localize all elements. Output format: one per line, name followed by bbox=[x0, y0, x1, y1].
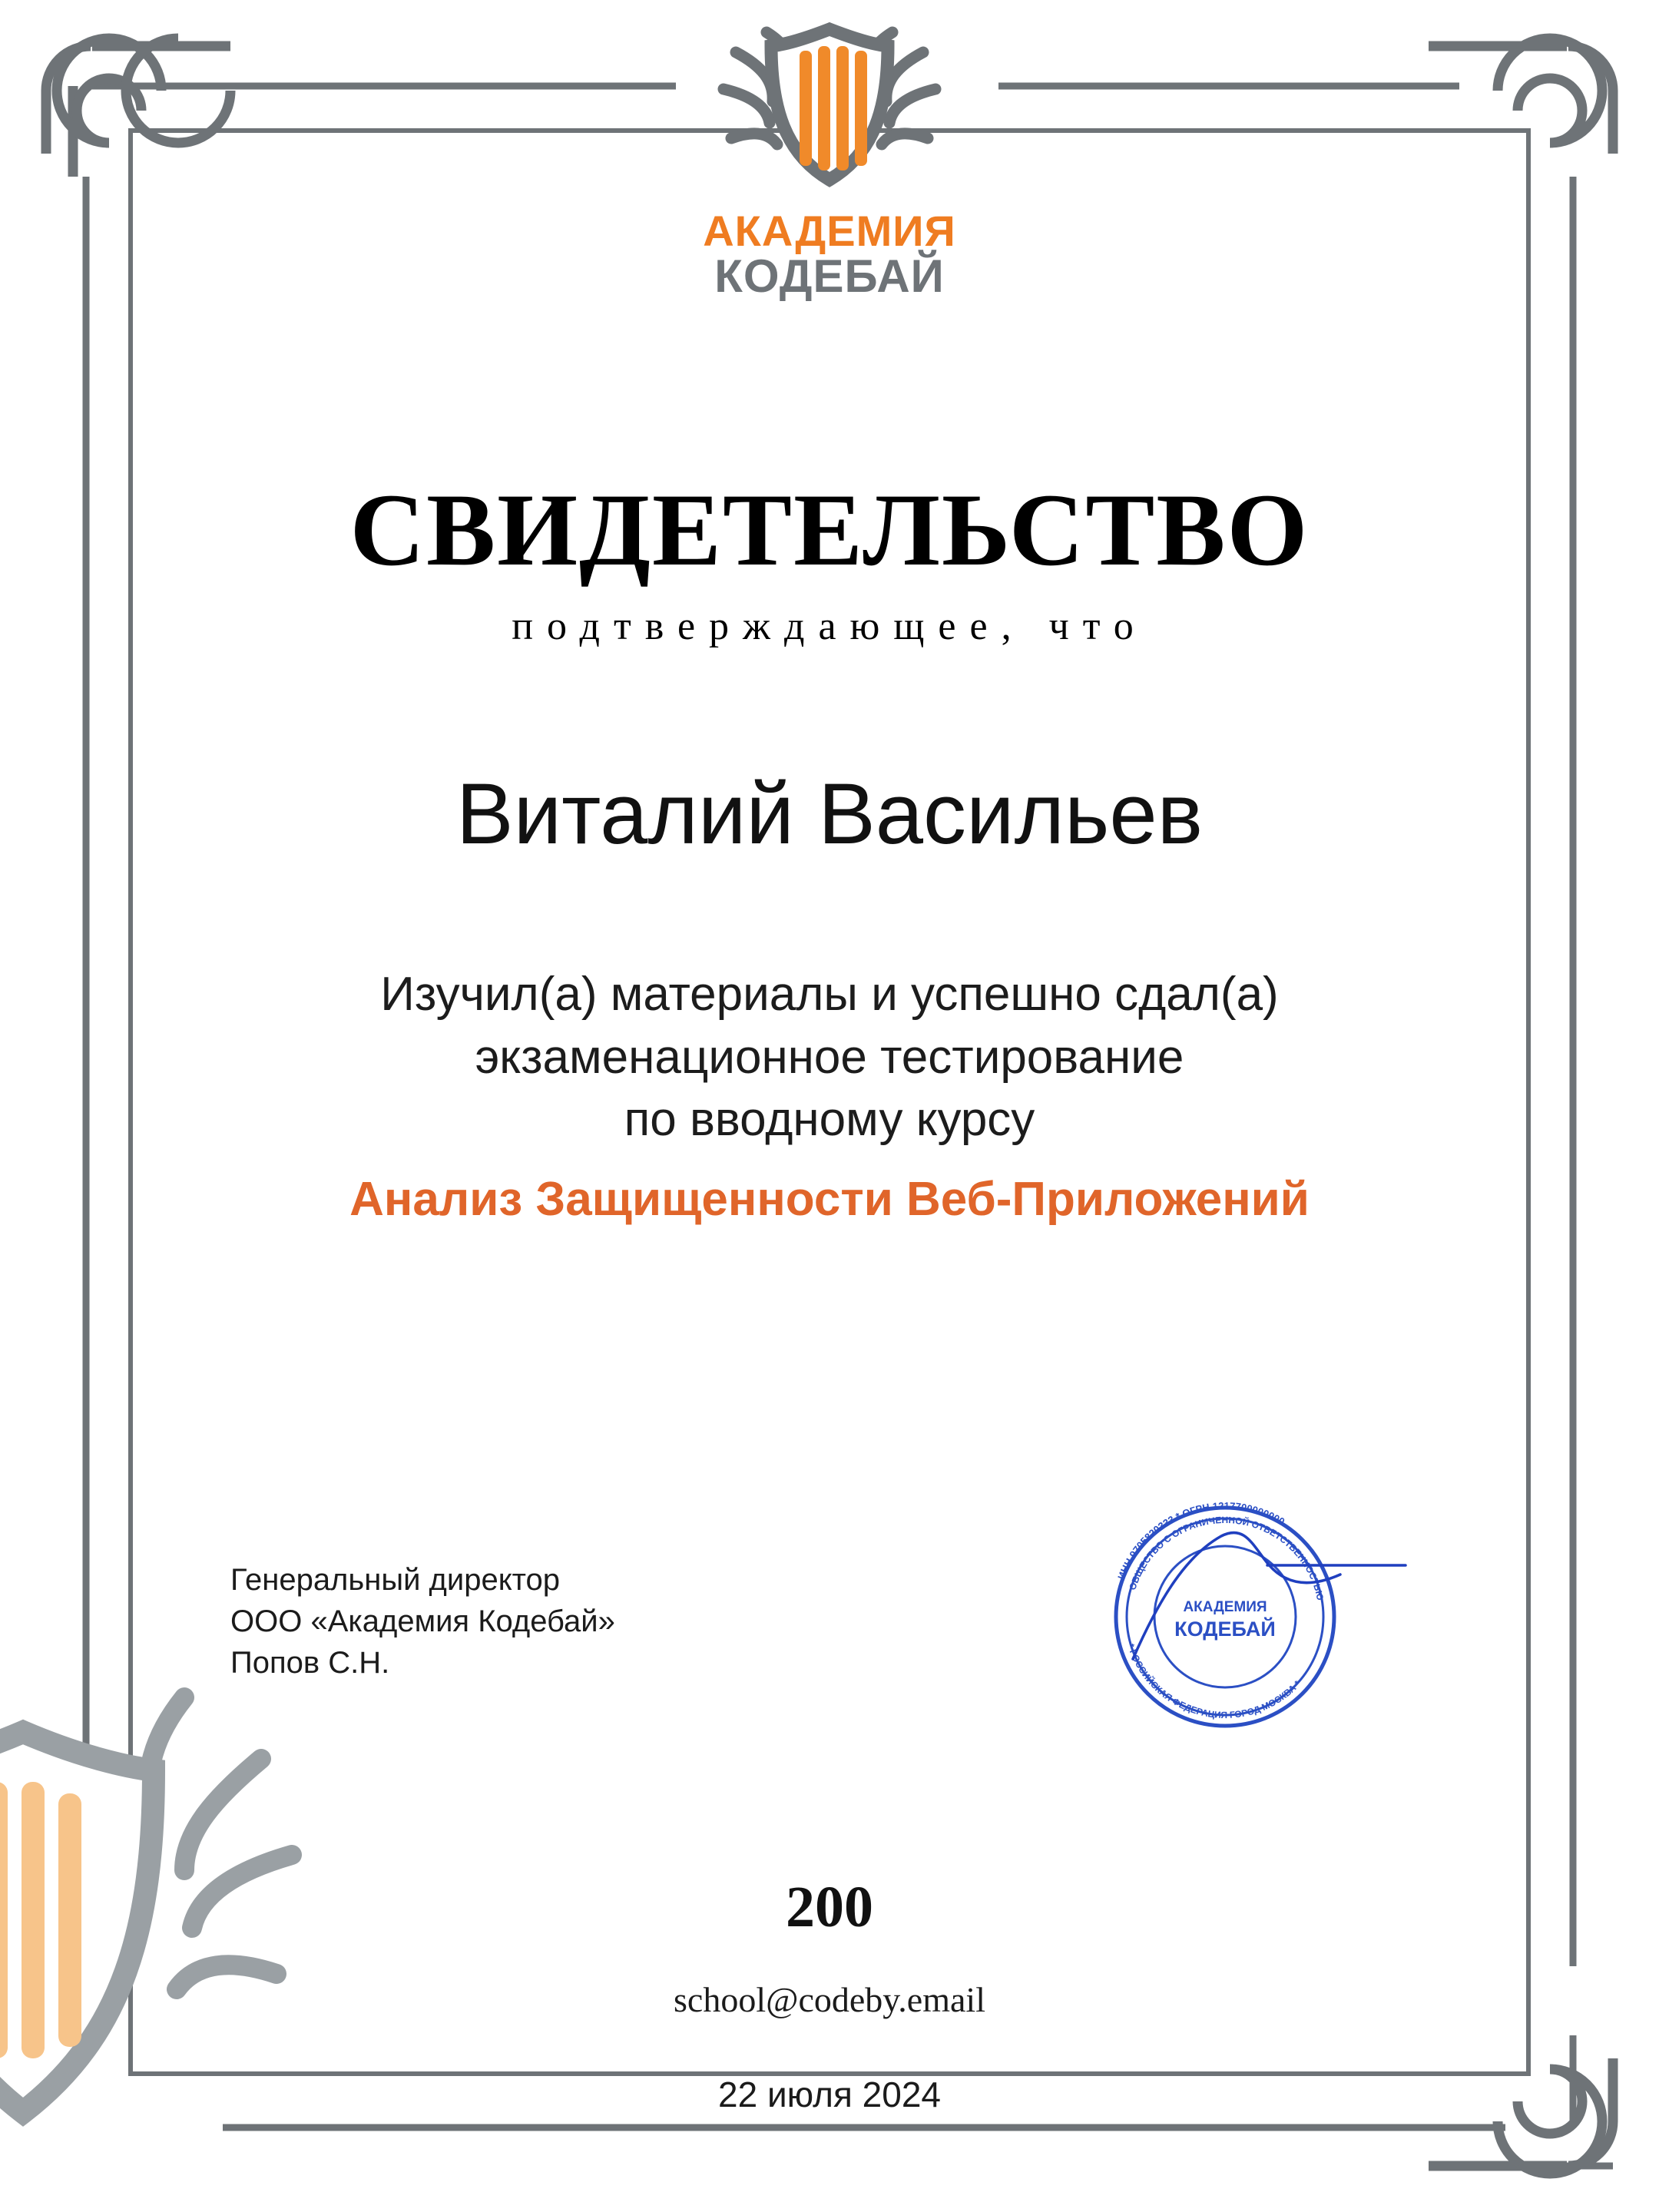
certificate-title: СВИДЕТЕЛЬСТВО bbox=[349, 473, 1310, 588]
contact-email: school@codeby.email bbox=[674, 1980, 985, 2019]
body-line-2: экзаменационное тестирование bbox=[475, 1030, 1184, 1084]
recipient-name: Виталий Васильев bbox=[455, 765, 1204, 862]
certificate-body bbox=[131, 963, 1528, 1231]
brand-logo bbox=[0, 15, 1659, 303]
certificate-footer bbox=[0, 1874, 1659, 2115]
logo-line-1: АКАДЕМИЯ bbox=[703, 207, 956, 255]
svg-text:* РОССИЙСКАЯ ФЕДЕРАЦИЯ ГОРОД: * РОССИЙСКАЯ ФЕДЕРАЦИЯ ГОРОД МОСКВА * bbox=[1125, 1642, 1303, 1721]
course-name: Анализ Защищенности Веб-Приложений bbox=[349, 1173, 1310, 1227]
signature-block bbox=[230, 1559, 615, 1684]
body-line-1: Изучил(а) материалы и успешно сдал(а) bbox=[380, 967, 1279, 1021]
svg-text:АКАДЕМИЯ: АКАДЕМИЯ bbox=[1183, 1599, 1267, 1615]
round-seal-icon bbox=[1087, 1482, 1409, 1759]
certificate-content bbox=[131, 473, 1528, 1231]
svg-text:КОДЕБАЙ: КОДЕБАЙ bbox=[1174, 1618, 1276, 1641]
svg-text:ОБЩЕСТВО С ОГРАНИЧЕННОЙ ОТВЕТС: ОБЩЕСТВО С ОГРАНИЧЕННОЙ ОТВЕТСТВЕННОСТЬЮ bbox=[1127, 1514, 1326, 1601]
certificate-number: 200 bbox=[786, 1875, 873, 1939]
signature-company: ООО «Академия Кодебай» bbox=[230, 1604, 615, 1638]
logo-line-2: КОДЕБАЙ bbox=[714, 250, 945, 303]
signature-role: Генеральный директор bbox=[230, 1563, 561, 1597]
svg-text:ИНН 9705820333 * ОГРН 12177: ИНН 9705820333 * ОГРН 1217700000000 bbox=[1115, 1499, 1287, 1581]
certificate-subtitle: подтверждающее, что bbox=[512, 604, 1147, 648]
body-line-3: по вводному курсу bbox=[624, 1093, 1035, 1147]
codeby-beetle-shield-icon bbox=[676, 15, 983, 215]
signature-person: Попов С.Н. bbox=[230, 1646, 390, 1680]
issue-date: 22 июля 2024 bbox=[718, 2075, 941, 2114]
official-stamp bbox=[1087, 1482, 1409, 1759]
